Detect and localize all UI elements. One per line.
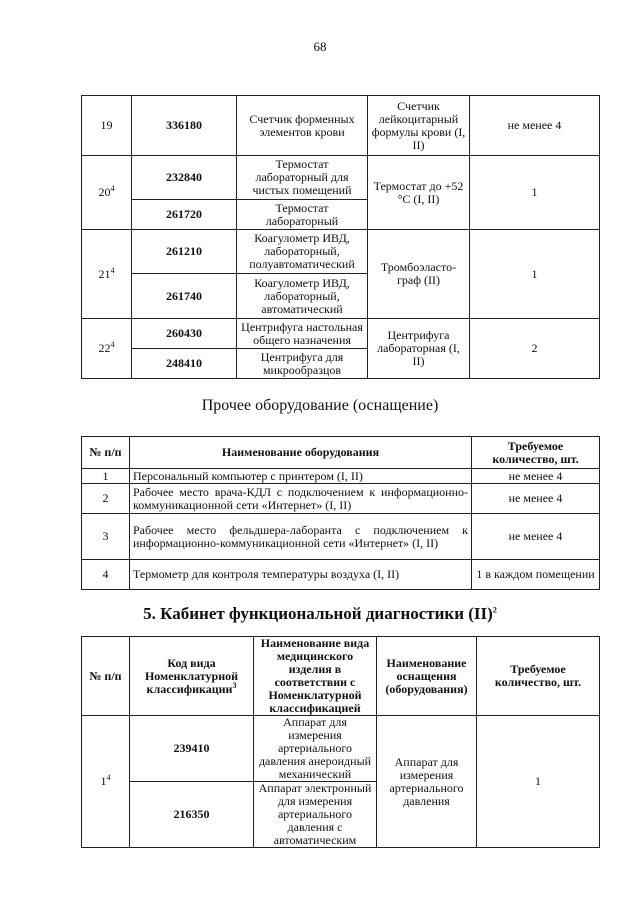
column-header-number: № п/п [82,637,130,716]
table-row [82,96,600,156]
table-row [82,560,600,590]
equipment-name: Персональный компьютер с принтером (I, II) [130,469,472,484]
row-number: $1^4$ [82,716,130,848]
column-header-name: Наименование оборудования [130,437,472,469]
device-name: Коагулометр ИВД, лабораторный, полуавтоматический [237,230,368,274]
device-name: Аппарат электронный для измерения артериального давления с автоматическим [254,782,377,848]
quantity: 1 в каждом помещении [472,560,600,590]
equipment-name: Термостат до +52 °С (I, II) [368,156,470,230]
equipment-name: Рабочее место фельдшера-лаборанта с подключением к информационно-коммуникационной сети «Интернет» (I, II) [130,514,472,560]
row-number: 3 [82,514,130,560]
other-equipment-table [81,436,600,590]
equipment-name: Счетчик лейкоцитарный формулы крови (I, II) [368,96,470,156]
column-header-number: № п/п [82,437,130,469]
quantity: 2 [470,319,600,379]
nomenclature-code: 261720 [132,200,237,230]
row-number: $22^4$ [82,319,132,379]
device-name: Центрифуга для микрообразцов [237,349,368,379]
equipment-name: Центрифуга лабораторная (I, II) [368,319,470,379]
nomenclature-code: 232840 [132,156,237,200]
nomenclature-code: 239410 [130,716,254,782]
table-row [82,156,600,200]
equipment-name: Рабочее место врача-КДЛ с подключением к информационно-коммуникационной сети «Интернет» (I, II) [130,484,472,514]
row-number: $20^4$ [82,156,132,230]
nomenclature-code: 260430 [132,319,237,349]
column-header-code: Код вида Номенклатурной классификации$^3$ [130,637,254,716]
device-name: Счетчик форменных элементов крови [237,96,368,156]
quantity: не менее 4 [472,469,600,484]
other-equipment-heading: Прочее оборудование (оснащение) [201,397,439,414]
row-number: 19 [82,96,132,156]
table-row [82,230,600,274]
column-header-quantity: Требуемое количество, шт. [477,637,600,716]
nomenclature-code: 336180 [132,96,237,156]
quantity: не менее 4 [472,484,600,514]
device-name: Центрифуга настольная общего назначения [237,319,368,349]
equipment-table-continued [81,95,600,379]
quantity: не менее 4 [470,96,600,156]
table-row [82,716,600,782]
quantity: 1 [470,156,600,230]
nomenclature-code: 248410 [132,349,237,379]
equipment-name: Тромбоэласто-граф (II) [368,230,470,319]
table-header-row [82,637,600,716]
equipment-name: Аппарат для измерения артериального давления [377,716,477,848]
device-name: Термостат лабораторный [237,200,368,230]
nomenclature-code: 261740 [132,274,237,319]
section-title: 5. Кабинет функциональной диагностики (II)$^2$ [143,604,497,623]
row-number: 4 [82,560,130,590]
device-name: Термостат лабораторный для чистых помещений [237,156,368,200]
table-row [82,469,600,484]
device-name: Аппарат для измерения артериального давления анероидный механический [254,716,377,782]
table-row [82,514,600,560]
table-row [82,319,600,349]
device-name: Коагулометр ИВД, лабораторный, автоматический [237,274,368,319]
row-number: $21^4$ [82,230,132,319]
quantity: не менее 4 [472,514,600,560]
row-number: 2 [82,484,130,514]
row-number: 1 [82,469,130,484]
table-header-row [82,437,600,469]
column-header-quantity: Требуемое количество, шт. [472,437,600,469]
page-number: 68 [313,39,327,54]
column-header-device-name: Наименование вида медицинского изделия в соответствии с Номенклатурной классификацией [254,637,377,716]
functional-diagnostics-table [81,636,600,848]
quantity: 1 [477,716,600,848]
equipment-name: Термометр для контроля температуры воздуха (I, II) [130,560,472,590]
column-header-equipment: Наименование оснащения (оборудования) [377,637,477,716]
nomenclature-code: 261210 [132,230,237,274]
nomenclature-code: 216350 [130,782,254,848]
quantity: 1 [470,230,600,319]
table-row [82,484,600,514]
